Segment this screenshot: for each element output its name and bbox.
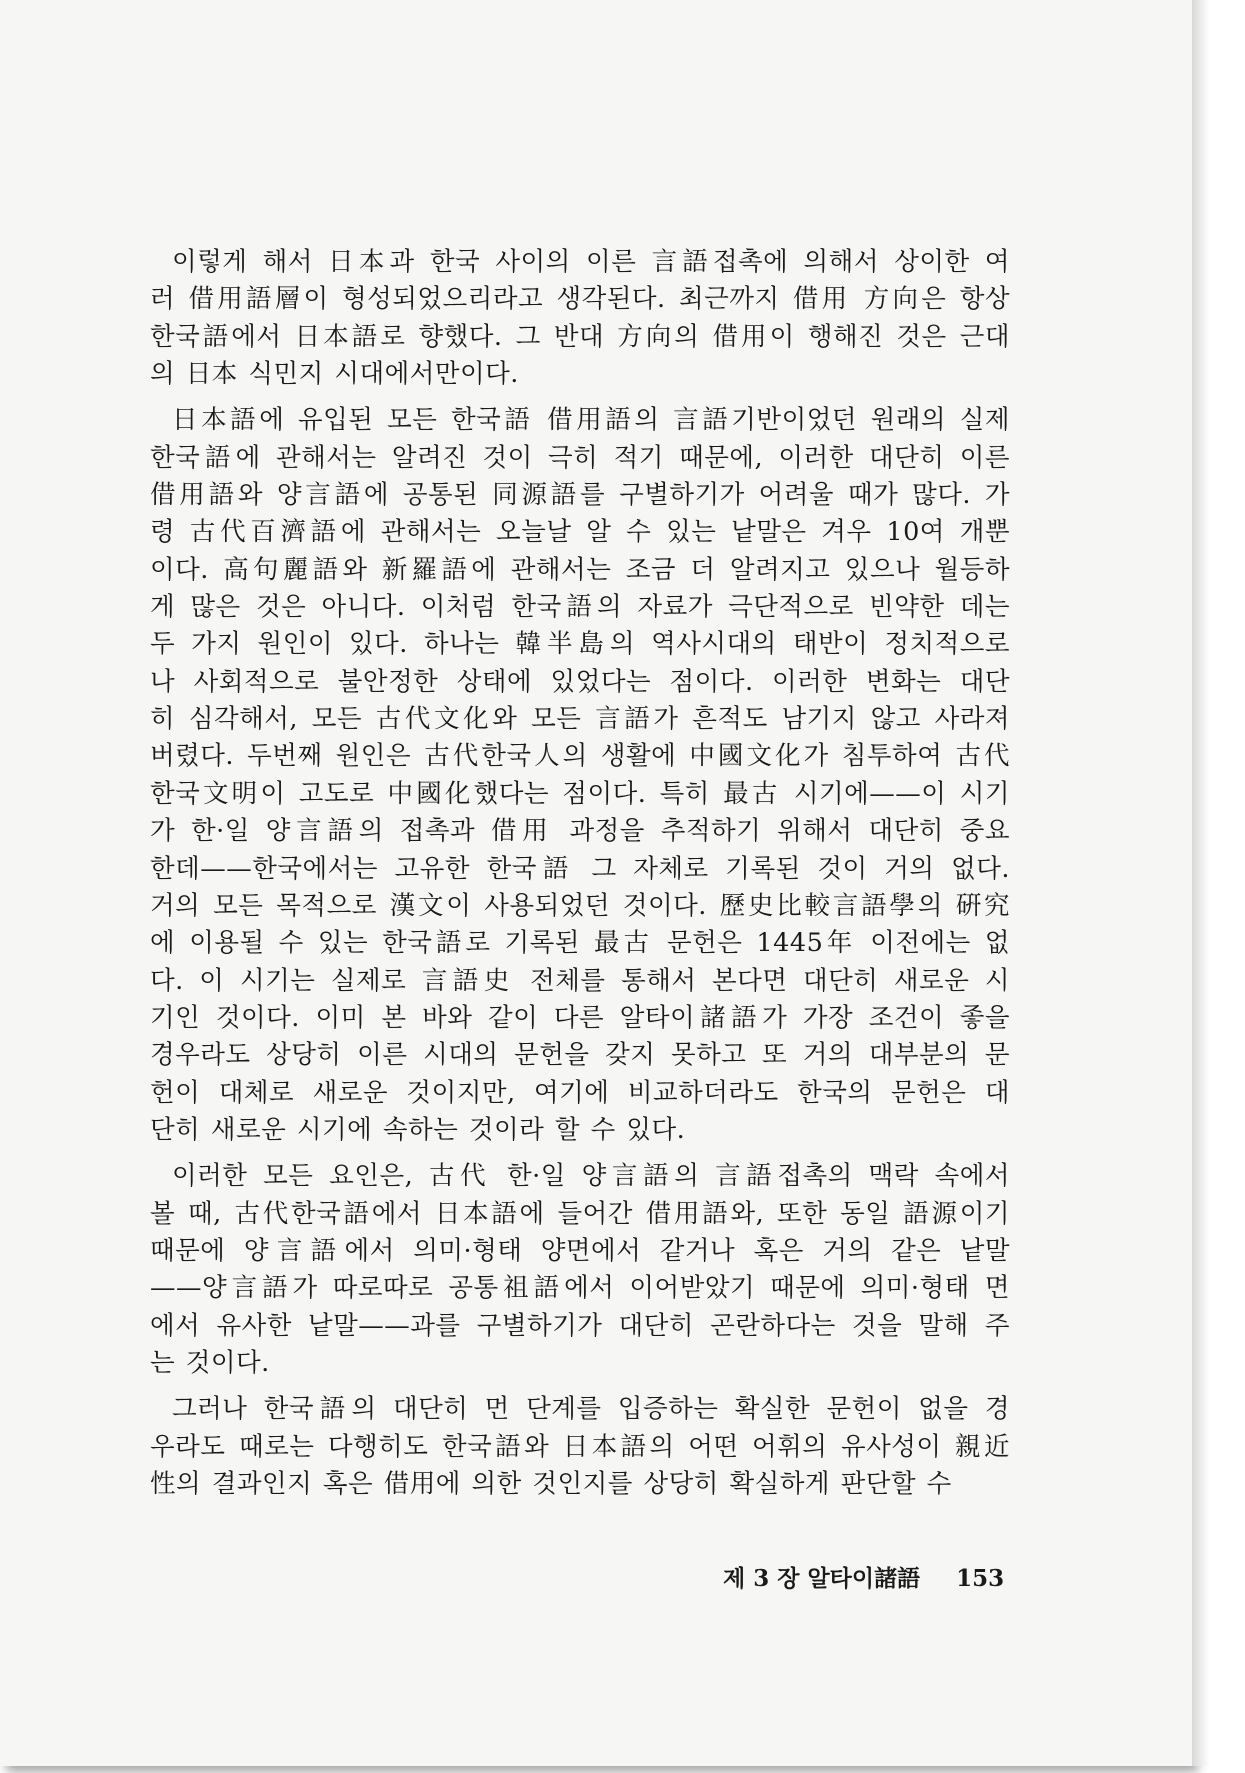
text-line: 히 심각해서, 모든 古代文化와 모든 言語가 흔적도 남기지 않고 사라져 xyxy=(150,704,1010,735)
paragraph xyxy=(150,402,1010,1149)
text-line: 한국文明이 고도로 中國化했다는 점이다. 특히 最古 시기에——이 시기 xyxy=(150,778,1010,809)
text-line: 때문에 양言語에서 의미·형태 양면에서 같거나 혹은 거의 같은 낱말 xyxy=(150,1235,1010,1266)
text-line: 한국語에 관해서는 알려진 것이 극히 적기 때문에, 이러한 대단히 이른 xyxy=(150,442,1010,473)
paragraph xyxy=(150,244,1010,393)
text-line: 우라도 때로는 다행히도 한국語와 日本語의 어떤 어휘의 유사성이 親近 xyxy=(150,1431,1010,1462)
text-line: 가 한·일 양言語의 접촉과 借用 과정을 추적하기 위해서 대단히 중요 xyxy=(150,816,1010,847)
body-text xyxy=(150,244,1010,1503)
paragraph xyxy=(150,1158,1010,1382)
text-line: 借用語와 양言語에 공통된 同源語를 구별하기가 어려울 때가 많다. 가 xyxy=(150,480,1010,511)
paragraph-gap xyxy=(150,393,1010,402)
paragraph-gap xyxy=(150,1382,1010,1391)
text-line: 단히 새로운 시기에 속하는 것이라 할 수 있다. xyxy=(150,1114,686,1145)
text-line: 이렇게 해서 日本과 한국 사이의 이른 言語접촉에 의해서 상이한 여 xyxy=(172,247,1010,277)
text-line: 다. 이 시기는 실제로 言語史 전체를 통해서 본다면 대단히 새로운 시 xyxy=(150,965,1010,996)
text-line: 는 것이다. xyxy=(150,1347,270,1378)
text-line: 그러나 한국語의 대단히 먼 단계를 입증하는 확실한 문헌이 없을 경 xyxy=(172,1394,1010,1425)
text-line: 러 借用語層이 형성되었으리라고 생각된다. 최근까지 借用 方向은 항상 xyxy=(150,284,1010,315)
text-line: 나 사회적으로 불안정한 상태에 있었다는 점이다. 이러한 변화는 대단 xyxy=(150,666,1010,697)
text-line: 경우라도 상당히 이른 시대의 문헌을 갖지 못하고 또 거의 대부분의 문 xyxy=(150,1040,1010,1071)
text-line: 에서 유사한 낱말——과를 구별하기가 대단히 곤란하다는 것을 말해 주 xyxy=(150,1310,1010,1341)
text-line: 거의 모든 목적으로 漢文이 사용되었던 것이다. 歷史比較言語學의 硏究 xyxy=(150,890,1010,921)
text-line: 령 古代百濟語에 관해서는 오늘날 알 수 있는 낱말은 겨우 10여 개뿐 xyxy=(150,517,1010,548)
text-line: 에 이용될 수 있는 한국語로 기록된 最古 문헌은 1445年 이전에는 없 xyxy=(150,928,1010,959)
text-line: 볼 때, 古代한국語에서 日本語에 들어간 借用語와, 또한 동일 語源이기 xyxy=(150,1198,1010,1229)
text-line: 두 가지 원인이 있다. 하나는 韓半島의 역사시대의 태반이 정치적으로 xyxy=(150,629,1010,660)
text-line: 의 日本 식민지 시대에서만이다. xyxy=(150,359,519,390)
text-line: 한국語에서 日本語로 향했다. 그 반대 方向의 借用이 행해진 것은 근대 xyxy=(150,321,1010,352)
paragraph xyxy=(150,1391,1010,1503)
text-line: 日本語에 유입된 모든 한국語 借用語의 言語기반이었던 원래의 실제 xyxy=(172,405,1010,436)
text-line: 한데——한국에서는 고유한 한국語 그 자체로 기록된 것이 거의 없다. xyxy=(150,853,1010,884)
text-line: 이러한 모든 요인은, 古代 한·일 양言語의 言語접촉의 맥락 속에서 xyxy=(172,1161,1010,1192)
text-line: 기인 것이다. 이미 본 바와 같이 다른 알타이諸語가 가장 조건이 좋을 xyxy=(150,1002,1010,1033)
text-line: 게 많은 것은 아니다. 이처럼 한국語의 자료가 극단적으로 빈약한 데는 xyxy=(150,592,1010,623)
page-edge-shadow xyxy=(1192,0,1210,1766)
text-line: 버렸다. 두번째 원인은 古代한국人의 생활에 中國文化가 침투하여 古代 xyxy=(150,741,1010,772)
page-number: 153 xyxy=(956,1565,1005,1592)
paragraph-gap xyxy=(150,1149,1010,1158)
running-footer-chapter: 제 3 장 알타이諸語 xyxy=(723,1565,921,1592)
text-line: ——양言語가 따로따로 공통祖語에서 이어받았기 때문에 의미·형태 면 xyxy=(150,1273,1010,1304)
text-line: 性의 결과인지 혹은 借用에 의한 것인지를 상당히 확실하게 판단할 수 xyxy=(150,1469,952,1499)
text-line: 헌이 대체로 새로운 것이지만, 여기에 비교하더라도 한국의 문헌은 대 xyxy=(150,1077,1010,1108)
page-footer xyxy=(723,1560,1004,1593)
text-line: 이다. 高句麗語와 新羅語에 관해서는 조금 더 알려지고 있으나 월등하 xyxy=(150,554,1010,585)
